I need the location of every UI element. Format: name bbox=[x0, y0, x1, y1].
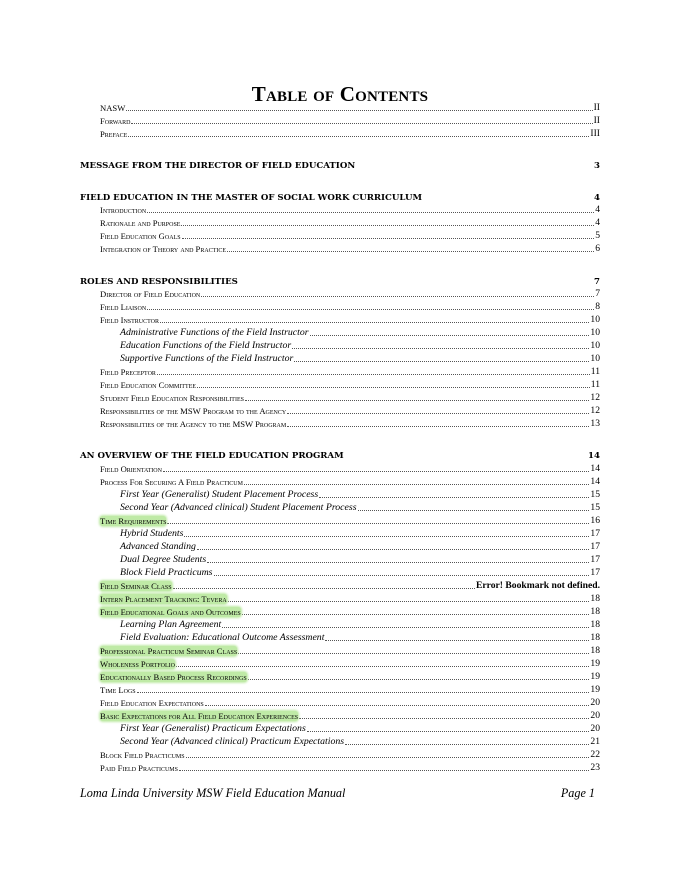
toc-entry-page: 17 bbox=[590, 567, 600, 578]
toc-entry[interactable] bbox=[100, 605, 600, 617]
toc-entry-label: Director of Field Education bbox=[100, 289, 201, 299]
toc-entry[interactable] bbox=[120, 339, 600, 351]
toc-entry[interactable] bbox=[100, 404, 600, 416]
toc-entry-page: 18 bbox=[590, 632, 600, 643]
toc-entry-label: Field Education Committee bbox=[100, 380, 197, 390]
toc-leader-dots bbox=[197, 548, 589, 550]
toc-leader-dots bbox=[167, 522, 589, 524]
toc-entry-label: Field Orientation bbox=[100, 464, 162, 474]
toc-entry-page: 15 bbox=[590, 489, 600, 500]
toc-entry-page: 11 bbox=[590, 379, 600, 390]
page-title: Table of Contents bbox=[251, 82, 429, 106]
toc-leader-dots bbox=[345, 743, 589, 745]
toc-entry[interactable] bbox=[100, 127, 600, 139]
toc-entry-label: Student Field Education Responsibilities bbox=[100, 393, 244, 403]
toc-entry[interactable] bbox=[80, 275, 600, 287]
toc-leader-dots bbox=[423, 200, 593, 201]
toc-leader-dots bbox=[345, 458, 587, 459]
toc-leader-dots bbox=[128, 135, 589, 137]
toc-entry-label: Integration of Theory and Practice bbox=[100, 244, 226, 254]
toc-entry-label: Wholeness Portfolio bbox=[100, 659, 176, 669]
toc-entry-label: Field Educational Goals and Outcomes bbox=[100, 607, 241, 617]
toc-entry-label: Field Liaison bbox=[100, 302, 147, 312]
toc-leader-dots bbox=[201, 295, 594, 297]
toc-leader-dots bbox=[147, 308, 594, 310]
toc-entry[interactable] bbox=[120, 566, 600, 578]
toc-entry-page: 19 bbox=[590, 684, 600, 695]
toc-entry[interactable] bbox=[100, 287, 600, 299]
toc-entry-page: 18 bbox=[590, 606, 600, 617]
toc-entry-page: 16 bbox=[590, 515, 600, 526]
toc-entry-label: Time Logs bbox=[100, 685, 136, 695]
toc-leader-dots bbox=[358, 509, 590, 511]
toc-entry[interactable] bbox=[120, 618, 600, 630]
toc-entry[interactable] bbox=[100, 644, 600, 656]
toc-entry-page: 10 bbox=[590, 314, 600, 325]
toc-entry[interactable] bbox=[100, 670, 600, 682]
toc-leader-dots bbox=[197, 386, 590, 388]
toc-entry-page: Error! Bookmark not defined. bbox=[475, 580, 600, 591]
toc-entry-label: Second Year (Advanced clinical) Practicum Expectations bbox=[120, 736, 345, 747]
toc-entry-page: 4 bbox=[595, 217, 600, 228]
toc-entry[interactable] bbox=[100, 683, 600, 695]
toc-entry-label: Hybrid Students bbox=[120, 528, 184, 539]
toc-entry-label: Basic Expectations for All Field Education Experiences bbox=[100, 711, 299, 721]
toc-entry[interactable] bbox=[120, 501, 600, 513]
toc-leader-dots bbox=[325, 639, 589, 641]
toc-entry-page: 10 bbox=[590, 327, 600, 338]
toc-entry-label: Education Functions of the Field Instructor bbox=[120, 340, 292, 351]
toc-entry-label: Supportive Functions of the Field Instructor bbox=[120, 353, 294, 364]
toc-entry-label: First Year (Generalist) Practicum Expectations bbox=[120, 723, 306, 734]
toc-entry-page: II bbox=[593, 102, 600, 113]
toc-leader-dots bbox=[176, 665, 589, 667]
toc-leader-dots bbox=[205, 704, 590, 706]
toc-entry-page: 19 bbox=[590, 671, 600, 682]
toc-entry-page: 15 bbox=[590, 502, 600, 513]
toc-entry[interactable] bbox=[100, 378, 600, 390]
toc-entry-page: 17 bbox=[590, 528, 600, 539]
toc-entry-label: Responsibilities of the Agency to the MSW Program bbox=[100, 419, 287, 429]
toc-entry-page: 14 bbox=[588, 451, 600, 461]
toc-entry[interactable] bbox=[100, 365, 600, 377]
toc-entry-page: 7 bbox=[594, 277, 600, 287]
toc-entry-page: 20 bbox=[590, 697, 600, 708]
toc-entry[interactable] bbox=[100, 579, 600, 591]
toc-leader-dots bbox=[299, 717, 589, 719]
toc-entry-page: 11 bbox=[590, 366, 600, 377]
toc-leader-dots bbox=[214, 574, 590, 576]
toc-entry-label: Intern Placement Tracking: Tevera bbox=[100, 594, 227, 604]
toc-entry-page: 4 bbox=[594, 193, 600, 203]
toc-entry[interactable] bbox=[100, 748, 600, 760]
toc-entry[interactable] bbox=[120, 352, 600, 364]
toc-leader-dots bbox=[294, 360, 589, 362]
toc-entry-label: Preface bbox=[100, 129, 128, 139]
toc-entry-label: FIELD EDUCATION IN THE MASTER OF SOCIAL WORK CURRICULUM bbox=[80, 193, 422, 203]
toc-entry-page: 19 bbox=[590, 658, 600, 669]
toc-entry-label: Block Field Practicums bbox=[100, 750, 185, 760]
toc-leader-dots bbox=[310, 334, 590, 336]
toc-entry-label: Field Evaluation: Educational Outcome Assessment bbox=[120, 632, 325, 643]
toc-entry[interactable] bbox=[120, 722, 600, 734]
toc-entry[interactable] bbox=[80, 191, 600, 203]
toc-entry-label: Introduction bbox=[100, 205, 147, 215]
toc-entry-label: Block Field Practicums bbox=[120, 567, 213, 578]
toc-entry-page: 10 bbox=[590, 353, 600, 364]
toc-entry[interactable] bbox=[100, 709, 600, 721]
toc-entry[interactable] bbox=[120, 631, 600, 643]
toc-entry-label: Second Year (Advanced clinical) Student Placement Process bbox=[120, 502, 357, 513]
toc-entry[interactable] bbox=[100, 761, 600, 773]
toc-leader-dots bbox=[184, 535, 589, 537]
toc-entry-label: Paid Field Practicums bbox=[100, 763, 178, 773]
toc-leader-dots bbox=[186, 756, 590, 758]
toc-leader-dots bbox=[287, 425, 589, 427]
toc-leader-dots bbox=[356, 168, 593, 169]
toc-entry[interactable] bbox=[100, 229, 600, 241]
toc-leader-dots bbox=[287, 412, 589, 414]
toc-entry[interactable] bbox=[100, 475, 600, 487]
page-footer bbox=[80, 786, 595, 801]
toc-leader-dots bbox=[207, 561, 589, 563]
toc-entry-page: 18 bbox=[590, 619, 600, 630]
toc-entry-label: Professional Practicum Seminar Class bbox=[100, 646, 238, 656]
toc-leader-dots bbox=[222, 626, 589, 628]
toc-entry[interactable] bbox=[100, 114, 600, 126]
toc-leader-dots bbox=[126, 109, 592, 111]
toc-entry-page: 17 bbox=[590, 541, 600, 552]
toc-entry-label: Field Education Expectations bbox=[100, 698, 204, 708]
toc-leader-dots bbox=[245, 399, 589, 401]
toc-entry[interactable] bbox=[100, 300, 600, 312]
toc-entry-page: 17 bbox=[590, 554, 600, 565]
toc-entry-label: Time Requirements bbox=[100, 516, 167, 526]
toc-entry-page: III bbox=[590, 128, 600, 139]
toc-entry-label: MESSAGE FROM THE DIRECTOR OF FIELD EDUCATION bbox=[80, 161, 356, 171]
toc-leader-dots bbox=[319, 496, 589, 498]
toc-entry-page: 23 bbox=[590, 762, 600, 773]
toc-entry-label: Responsibilities of the MSW Program to the Agency bbox=[100, 406, 287, 416]
toc-leader-dots bbox=[160, 321, 589, 323]
toc-entry[interactable] bbox=[100, 417, 600, 429]
toc-leader-dots bbox=[131, 122, 592, 124]
toc-leader-dots bbox=[292, 347, 589, 349]
toc-leader-dots bbox=[227, 250, 594, 252]
toc-entry-label: Process For Securing A Field Practicum bbox=[100, 477, 243, 487]
toc-entry[interactable] bbox=[80, 159, 600, 171]
toc-leader-dots bbox=[248, 678, 590, 680]
toc-entry-page: II bbox=[593, 115, 600, 126]
toc-leader-dots bbox=[181, 224, 594, 226]
toc-entry[interactable] bbox=[100, 242, 600, 254]
toc-entry[interactable] bbox=[120, 553, 600, 565]
toc-entry-label: Field Preceptor bbox=[100, 367, 156, 377]
footer-page-number: Page 1 bbox=[560, 786, 595, 800]
toc-entry[interactable] bbox=[100, 203, 600, 215]
toc-leader-dots bbox=[238, 652, 589, 654]
toc-entry-label: AN OVERVIEW OF THE FIELD EDUCATION PROGRAM bbox=[80, 451, 344, 461]
toc-entry-page: 5 bbox=[595, 230, 600, 241]
toc-entry-page: 8 bbox=[595, 301, 600, 312]
toc-leader-dots bbox=[244, 483, 590, 485]
toc-entry-label: Field Seminar Class bbox=[100, 581, 172, 591]
toc-entry[interactable] bbox=[100, 101, 600, 113]
toc-entry-page: 10 bbox=[590, 340, 600, 351]
toc-leader-dots bbox=[163, 470, 589, 472]
toc-leader-dots bbox=[228, 600, 590, 602]
footer-document-title: Loma Linda University MSW Field Education Manual bbox=[80, 786, 346, 800]
toc-entry-label: Advanced Standing bbox=[120, 541, 196, 552]
toc-entry[interactable] bbox=[100, 391, 600, 403]
toc-leader-dots bbox=[179, 769, 589, 771]
toc-entry[interactable] bbox=[120, 735, 600, 747]
toc-entry-page: 18 bbox=[590, 593, 600, 604]
toc-entry[interactable] bbox=[120, 527, 600, 539]
toc-entry-page: 18 bbox=[590, 645, 600, 656]
toc-entry[interactable] bbox=[100, 216, 600, 228]
toc-entry-page: 6 bbox=[595, 243, 600, 254]
toc-entry-page: 21 bbox=[590, 736, 600, 747]
toc-entry[interactable] bbox=[100, 592, 600, 604]
toc-entry[interactable] bbox=[120, 540, 600, 552]
toc-entry[interactable] bbox=[100, 657, 600, 669]
toc-leader-dots bbox=[157, 373, 590, 375]
toc-entry-label: Field Instructor bbox=[100, 315, 160, 325]
toc-leader-dots bbox=[242, 613, 590, 615]
toc-entry-page: 12 bbox=[590, 405, 600, 416]
toc-entry[interactable] bbox=[120, 488, 600, 500]
toc-entry[interactable] bbox=[120, 326, 600, 338]
toc-leader-dots bbox=[182, 237, 595, 239]
toc-entry-label: ROLES AND RESPONSIBILITIES bbox=[80, 277, 238, 287]
toc-entry[interactable] bbox=[100, 696, 600, 708]
toc-entry-label: Learning Plan Agreement bbox=[120, 619, 222, 630]
toc-entry-label: Field Education Goals bbox=[100, 231, 181, 241]
toc-entry-label: Dual Degree Students bbox=[120, 554, 207, 565]
toc-entry[interactable] bbox=[100, 514, 600, 526]
toc-entry-page: 14 bbox=[590, 463, 600, 474]
toc-entry-label: First Year (Generalist) Student Placement Process bbox=[120, 489, 319, 500]
toc-entry-label: Educationally Based Process Recordings bbox=[100, 672, 247, 682]
toc-leader-dots bbox=[173, 587, 475, 589]
toc-entry-page: 13 bbox=[590, 418, 600, 429]
toc-entry-page: 7 bbox=[595, 288, 600, 299]
toc-entry[interactable] bbox=[100, 313, 600, 325]
toc-entry-label: Administrative Functions of the Field Instructor bbox=[120, 327, 309, 338]
toc-leader-dots bbox=[137, 691, 590, 693]
toc-leader-dots bbox=[239, 284, 593, 285]
toc-entry-label: NASW bbox=[100, 103, 126, 113]
toc-entry-label: Rationale and Purpose bbox=[100, 218, 181, 228]
toc-entry-page: 12 bbox=[590, 392, 600, 403]
toc-leader-dots bbox=[147, 211, 594, 213]
toc-entry-page: 14 bbox=[590, 476, 600, 487]
toc-entry-page: 20 bbox=[590, 723, 600, 734]
toc-entry[interactable] bbox=[80, 449, 600, 461]
toc-entry-page: 3 bbox=[594, 161, 600, 171]
toc-entry-page: 4 bbox=[595, 204, 600, 215]
toc-leader-dots bbox=[307, 730, 590, 732]
toc-entry-page: 20 bbox=[590, 710, 600, 721]
toc-entry-label: Forward bbox=[100, 116, 131, 126]
toc-entry[interactable] bbox=[100, 462, 600, 474]
toc-entry-page: 22 bbox=[590, 749, 600, 760]
